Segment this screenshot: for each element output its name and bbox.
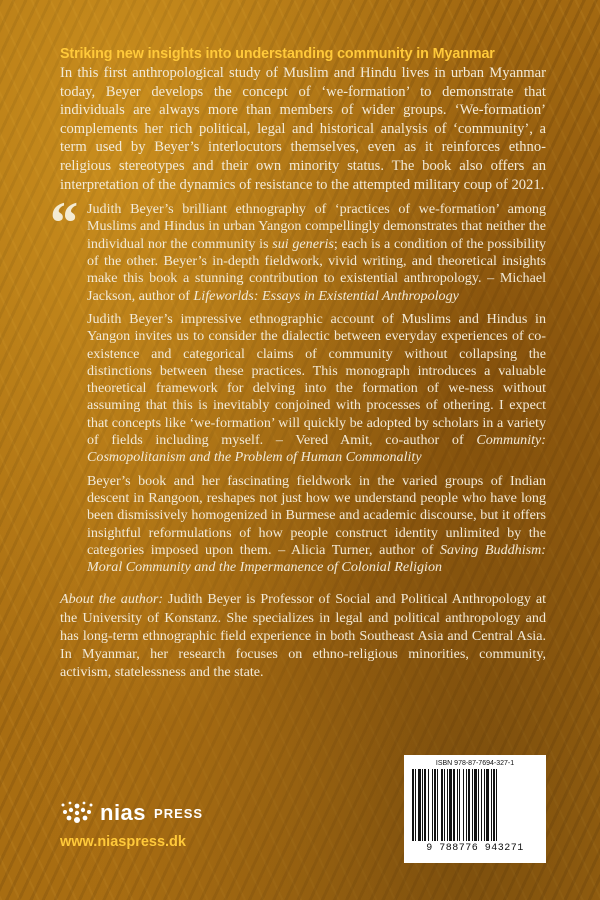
logo-press-text: PRESS — [154, 805, 204, 821]
quote-mark-icon: “ — [47, 190, 77, 257]
endorsement-1 — [87, 201, 546, 305]
endorsements — [47, 190, 547, 576]
quote-work-title: Community: Cosmopolitanism and the Problem of Human Commonality — [87, 432, 546, 466]
isbn-label: ISBN 978-87-7694-327-1 — [435, 760, 515, 767]
barcode-digits: 9 788776 943271 — [426, 843, 524, 854]
nias-flower-icon — [60, 800, 94, 826]
author-name: Judith Beyer — [163, 591, 242, 608]
quote-attribution: – Vered Amit, co-author of — [263, 432, 477, 449]
quote-attribution: – Alicia Turner, author of — [271, 541, 440, 558]
endorsement-2 — [87, 311, 546, 467]
quote-text: Judith Beyer’s brilliant ethnography of ‘practices of we-formation’ among Muslims and Hindus in urban Yangon compellingly demonstrates that neither the individual nor the community is — [87, 201, 546, 252]
publisher-logo — [60, 800, 203, 826]
headline: Striking new insights into understanding community in Myanmar — [60, 46, 495, 62]
logo-nias-text: nias — [100, 800, 147, 825]
intro-paragraph: In this first anthropological study of Muslim and Hindu lives in urban Myanmar today, Beyer develops the concept of ‘we-formation’ to demonstrate that individuals are always more than members of wider groups. ‘We-formation’ complements her rich political, legal and historical analysis of ‘community’, a term used by Beyer’s interlocutors themselves, even as it reinforces ethno-religious stereotypes and their own minority status. The book also offers an interpretation of the dynamics of resistance to the attempted military coup of 2021. — [60, 65, 546, 193]
quote-attribution: – Michael Jackson, author of — [87, 270, 546, 304]
quote-italic: sui generis — [272, 235, 334, 252]
quote-text: Beyer’s book and her fascinating fieldwork in the varied groups of Indian descent in Rangoon, reshapes not just how we understand people who have long been dismissively homogenized in Burmese and academic discourse, but it offers insightful reformulations of how people construct identity unlimited by the categories imposed upon them. — [87, 472, 546, 558]
quote-work-title: Lifeworlds: Essays in Existential Anthropology — [193, 287, 459, 304]
quote-text-cont: ; each is a condition of the possibility of the other. Beyer’s in-depth fieldwork, vivid writing, and theoretical insights make this book a stunning contribution to existential anthropology. — [87, 235, 547, 287]
about-text: is Professor of Social and Political Anthropology at the University of Konstanz. She specializes in legal and political anthropology and has long-term ethnographic field experience in both Southeast Asia and Central Asia. In Myanmar, her research focuses on ethno-religious minorities, community, activism, statelessness and the state. — [60, 591, 547, 681]
publisher-block — [60, 800, 203, 850]
back-cover-content — [47, 46, 547, 681]
endorsement-3 — [87, 473, 546, 577]
about-author — [60, 590, 546, 681]
publisher-website-link[interactable]: www.niaspress.dk — [60, 834, 186, 850]
quote-work-title: Saving Buddhism: Moral Community and the Impermanence of Colonial Religion — [87, 541, 546, 576]
quote-text: Judith Beyer’s impressive ethnographic account of Muslims and Hindus in Yangon invites us to consider the dialectic between everyday experiences of co-existence and categorical claims of community without collapsing the distinctions between these practices. This monograph introduces a valuable theoretical framework for delving into the formation of we-ness without assuming that this is inevitably conjoined with processes of othering. I expect that concepts like ‘we-formation’ will quickly be adopted by scholars in a variety of fields including myself. — [87, 310, 546, 449]
about-label: About the author: — [60, 591, 164, 608]
barcode-bars-icon — [410, 769, 540, 841]
isbn-barcode — [404, 755, 546, 863]
